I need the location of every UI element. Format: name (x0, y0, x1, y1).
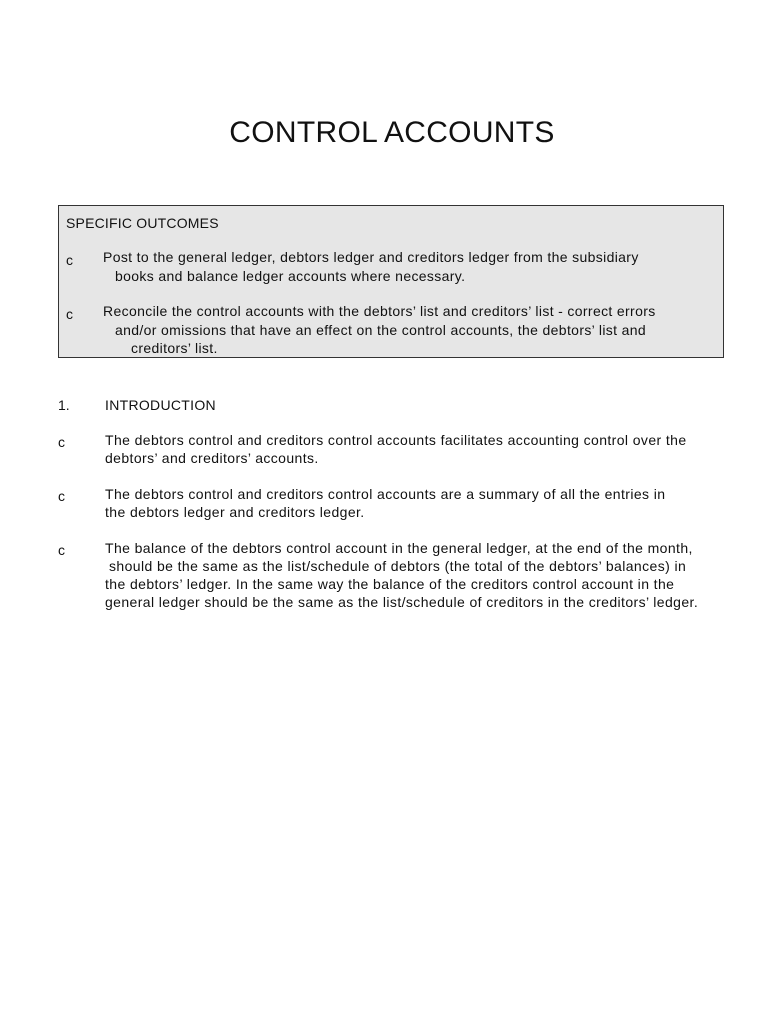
intro-2-line-1: The debtors control and creditors control accounts are a summary of all the entries in (105, 486, 666, 502)
outcome-2-line-1: Reconcile the control accounts with the debtors’ list and creditors’ list - correct errors (103, 303, 656, 319)
intro-point-3 (105, 539, 698, 611)
intro-bullet-2: c (58, 488, 65, 504)
outcome-item-1 (103, 248, 639, 285)
intro-bullet-1: c (58, 434, 65, 450)
intro-3-line-2: should be the same as the list/schedule of debtors (the total of the debtors’ balances) in (109, 558, 687, 574)
outcome-2-line-2: and/or omissions that have an effect on the control accounts, the debtors’ list and (115, 321, 647, 338)
page-title: CONTROL ACCOUNTS (229, 116, 555, 149)
intro-3-line-4: general ledger should be the same as the list/schedule of creditors in the creditors’ ledger. (105, 594, 699, 610)
intro-1-line-2: debtors’ and creditors’ accounts. (105, 450, 319, 466)
specific-outcomes-box (58, 205, 724, 358)
outcome-2-line-3: creditors’ list. (131, 340, 218, 356)
intro-bullet-3: c (58, 542, 65, 558)
section-title: INTRODUCTION (105, 397, 216, 413)
intro-point-1 (105, 431, 687, 467)
outcome-bullet-2: c (66, 306, 73, 322)
section-number: 1. (58, 397, 70, 413)
intro-point-2 (105, 485, 665, 521)
intro-1-line-1: The debtors control and creditors control accounts facilitates accounting control over the (105, 432, 687, 448)
outcome-bullet-1: c (66, 252, 73, 268)
intro-2-line-2: the debtors ledger and creditors ledger. (105, 504, 365, 520)
outcome-item-2 (103, 302, 656, 358)
outcome-1-line-1: Post to the general ledger, debtors ledger and creditors ledger from the subsidiary (103, 249, 639, 265)
outcome-1-line-2: books and balance ledger accounts where necessary. (115, 267, 466, 284)
intro-3-line-3: the debtors’ ledger. In the same way the balance of the creditors control account in the (105, 576, 675, 592)
outcomes-heading: SPECIFIC OUTCOMES (66, 215, 219, 231)
intro-3-line-1: The balance of the debtors control account in the general ledger, at the end of the month, (105, 540, 693, 556)
